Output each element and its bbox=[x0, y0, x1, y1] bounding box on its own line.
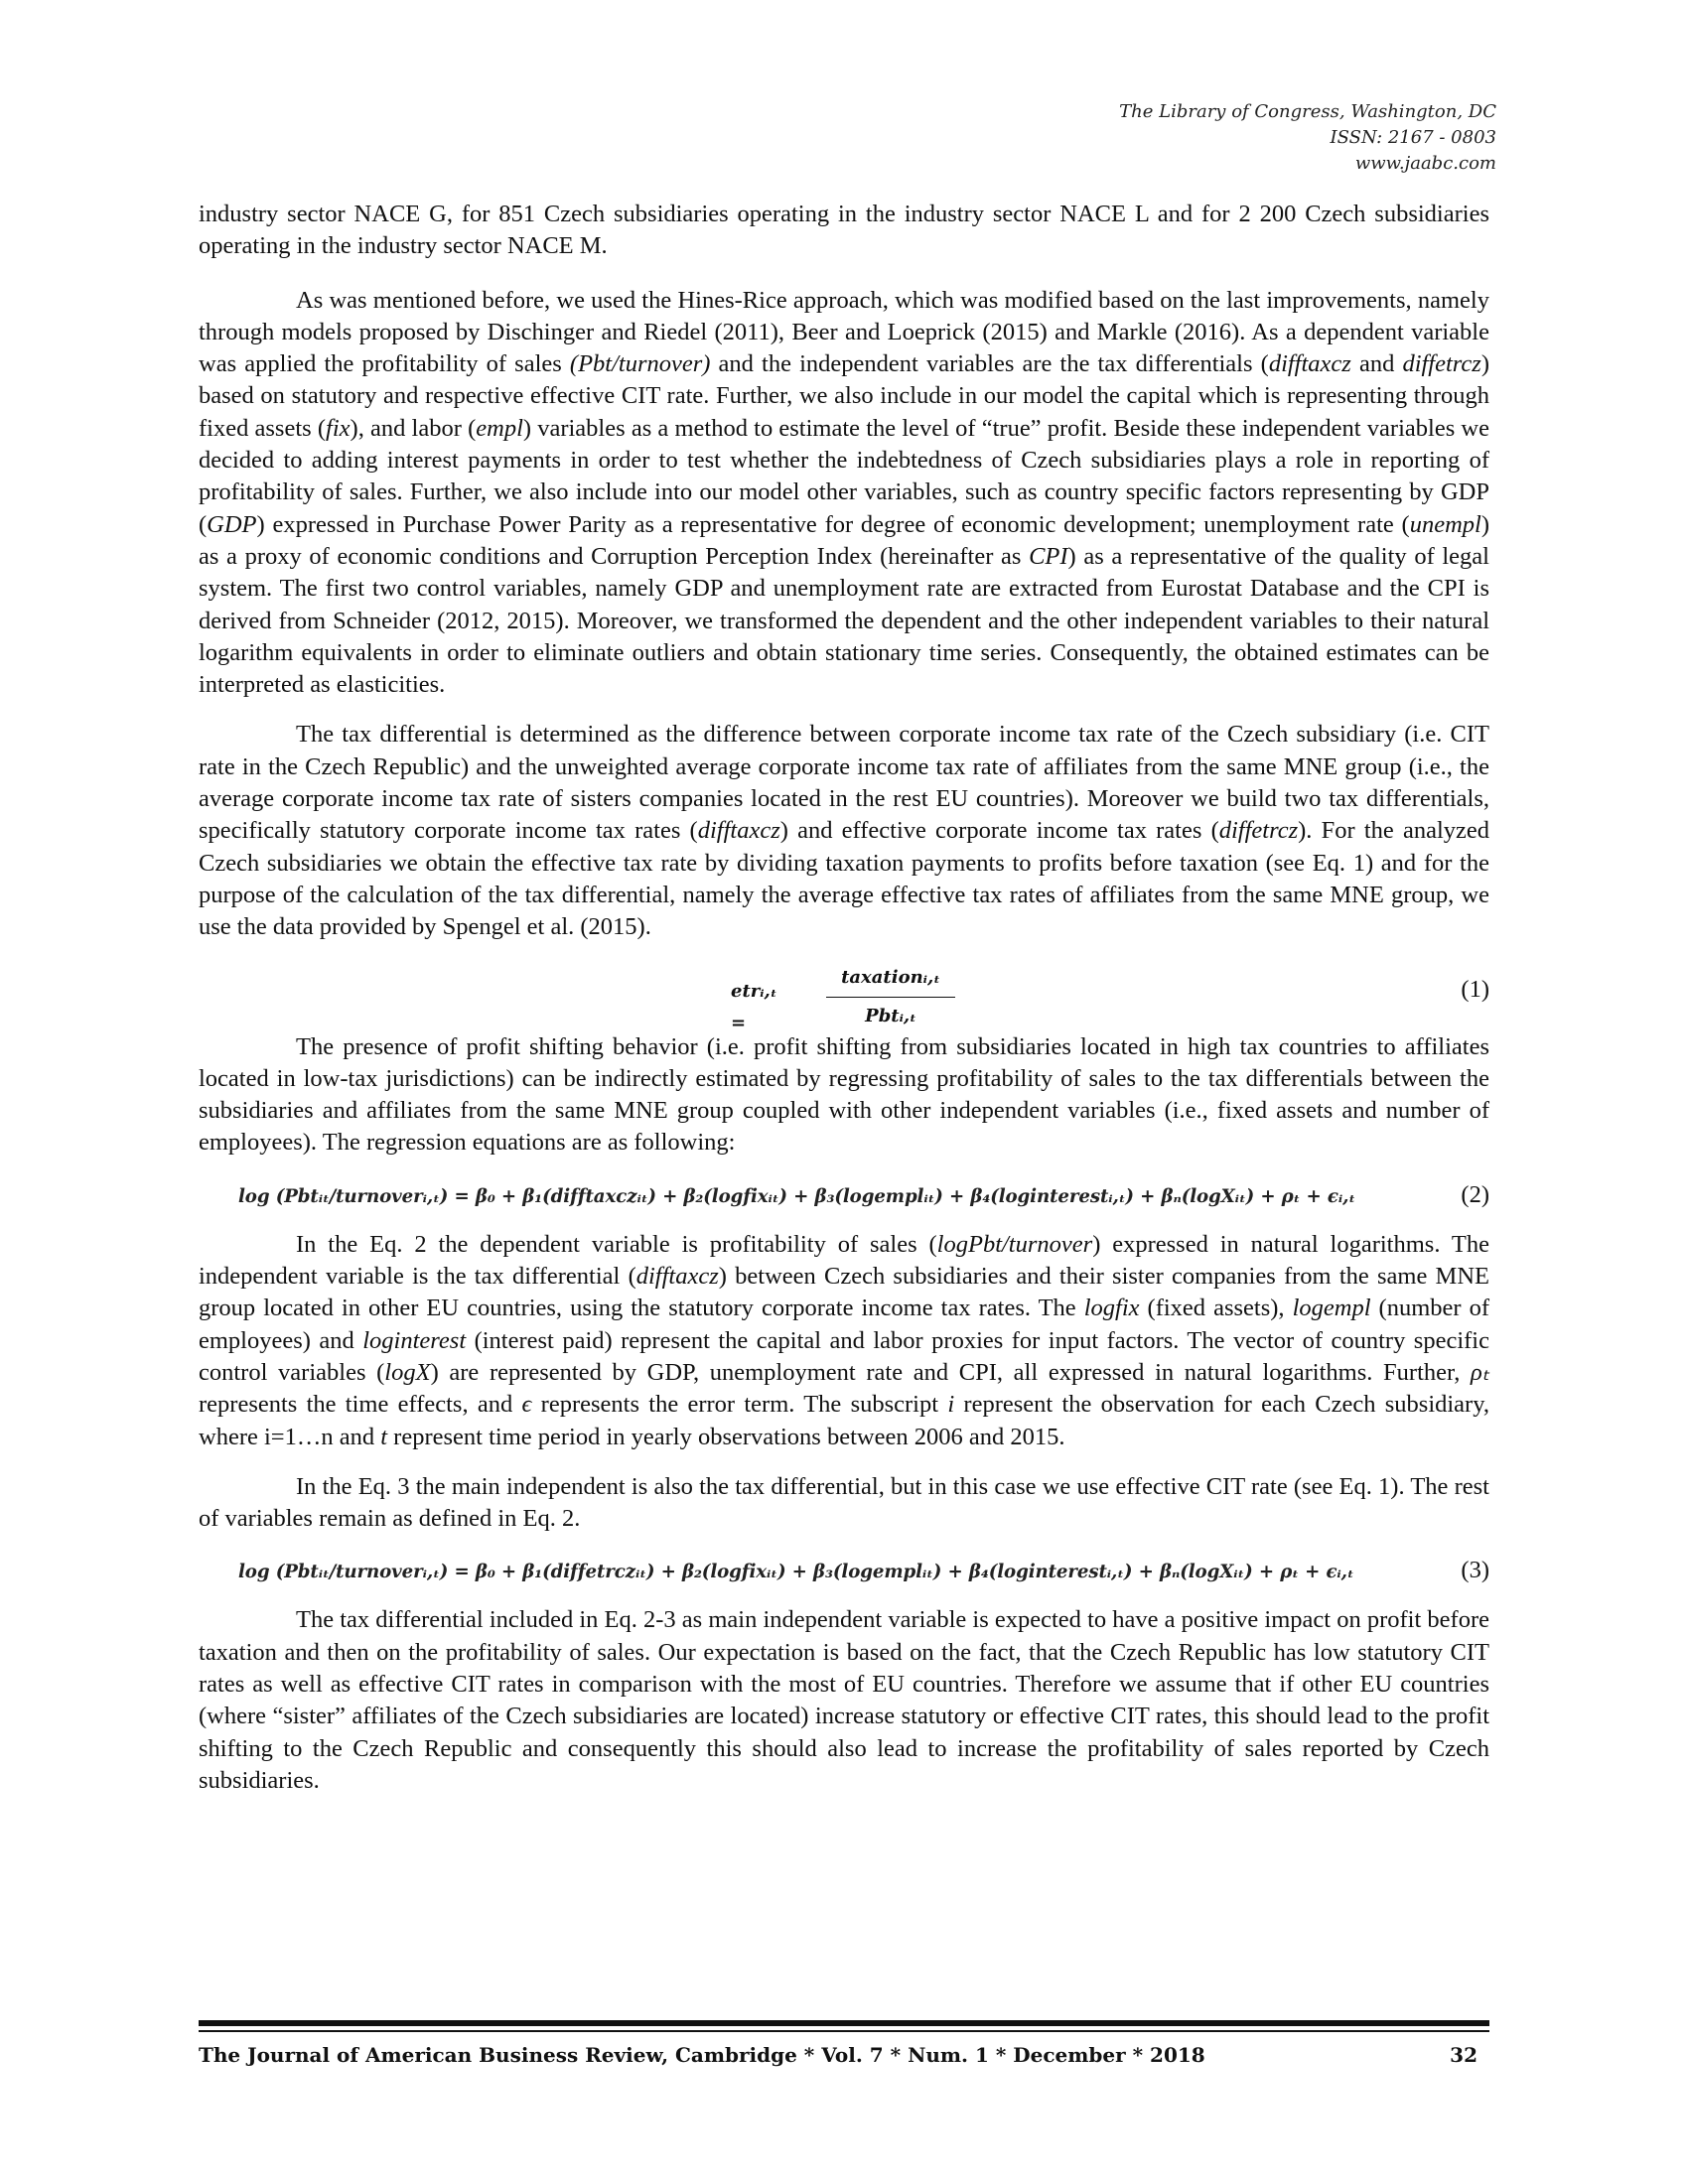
header-website: www.jaabc.com bbox=[1354, 153, 1496, 174]
header-publisher: The Library of Congress, Washington, DC bbox=[1119, 101, 1496, 122]
text-run: and bbox=[1350, 350, 1403, 378]
text-run: represents the time effects, and bbox=[199, 1391, 522, 1419]
text-run: represents the error term. The subscript bbox=[531, 1391, 948, 1419]
footer-rule-thick bbox=[199, 2020, 1489, 2026]
text-run: (interest paid) represent the capital and labor proxies for input factors. The vector of country specific control variables ( bbox=[199, 1326, 1489, 1386]
running-footer bbox=[199, 2043, 1489, 2077]
equation-1-fraction bbox=[826, 962, 955, 1033]
italic-term: ϵ bbox=[521, 1391, 532, 1419]
text-run: (fixed assets), bbox=[1139, 1295, 1293, 1322]
italic-term: empl bbox=[476, 414, 523, 442]
text-run: ) expressed in natural logarithms. The independent variable is the tax differential ( bbox=[199, 1230, 1489, 1291]
text-run: represent time period in yearly observations between 2006 and 2015. bbox=[387, 1423, 1065, 1450]
equation-3-number: (3) bbox=[1461, 1557, 1489, 1584]
paragraph bbox=[199, 285, 1489, 702]
text-run: As was mentioned before, we used the Hines-Rice approach, which was modified based on the last improvements, namely through models proposed by Dischinger and Riedel (2011), Beer and Loeprick (2015) and Markle (2016). As a dependent variable was applied the profitability of sales bbox=[199, 286, 1489, 378]
text-run: ), and labor ( bbox=[350, 414, 477, 442]
italic-term: GDP bbox=[207, 510, 257, 538]
paragraph bbox=[199, 199, 1489, 263]
equation-1-denominator: Pbtᵢ,ₜ bbox=[865, 1005, 916, 1026]
text-run: ) between Czech subsidiaries and their sister companies from the same MNE group located in other EU countries, using the statutory corporate income tax rates. The bbox=[199, 1263, 1489, 1322]
text-run: (number of employees) and bbox=[199, 1295, 1489, 1354]
italic-term: (Pbt/turnover) bbox=[569, 350, 711, 378]
running-header bbox=[1119, 99, 1496, 177]
equation-2-number: (2) bbox=[1461, 1180, 1489, 1208]
equation-1-number: (1) bbox=[1461, 975, 1489, 1003]
header-issn: ISSN: 2167 - 0803 bbox=[1330, 127, 1496, 148]
text-run: and the independent variables are the tax differentials ( bbox=[710, 350, 1269, 378]
paragraph bbox=[199, 1604, 1489, 1797]
text-run: ) as a representative of the quality of legal system. The first two control variables, namely GDP and unemployment rate are extracted from Eurostat Database and the CPI is derived from Schneider (2012, 2015). Moreover, we transformed the dependent and the other independent variables to their natural logarithm equivalents in order to eliminate outliers and obtain stationary time series. Consequently, the obtained estimates can be interpreted as elasticities. bbox=[199, 542, 1489, 699]
footer-journal-info: The Journal of American Business Review, Cambridge * Vol. 7 * Num. 1 * December * 2018 bbox=[199, 2043, 1205, 2067]
paragraph bbox=[199, 719, 1489, 943]
paragraph bbox=[199, 1229, 1489, 1453]
equation-3-formula: log (Pbtᵢₜ/turnoverᵢ,ₜ) = β₀ + β₁(diffetrczᵢₜ) + β₂(logfixᵢₜ) + β₃(logemplᵢₜ) + β₄(loginterestᵢ,ₜ) + βₙ(logXᵢₜ) + ρₜ + ϵᵢ,ₜ bbox=[238, 1562, 1354, 1583]
equation-1-numerator: taxationᵢ,ₜ bbox=[826, 962, 955, 998]
italic-term: diffetrcz bbox=[1218, 817, 1299, 845]
italic-term: ρₜ bbox=[1470, 1358, 1489, 1386]
text-run: ) are represented by GDP, unemployment rate and CPI, all expressed in natural logarithms. Further, bbox=[430, 1358, 1471, 1386]
article-body bbox=[199, 199, 1489, 1815]
italic-term: logPbt/turnover bbox=[936, 1230, 1093, 1258]
equation-1-lhs: etrᵢ,ₜ = bbox=[731, 980, 777, 1033]
text-run: ). For the analyzed Czech subsidiaries we obtain the effective tax rate by dividing taxation payments to profits before taxation (see Eq. 1) and for the purpose of the calculation of the tax differential, namely the average effective tax rates of affiliates from the same MNE group, we use the data provided by Spengel et al. (2015). bbox=[199, 817, 1489, 941]
equation-3 bbox=[199, 1553, 1489, 1590]
text-run: In the Eq. 3 the main independent is also the tax differential, but in this case we use effective CIT rate (see Eq. 1). The rest of variables remain as defined in Eq. 2. bbox=[199, 1472, 1489, 1533]
italic-term: unempl bbox=[1409, 510, 1481, 538]
paragraph bbox=[199, 1031, 1489, 1160]
italic-term: difftaxcz bbox=[1268, 350, 1351, 378]
text-run: represent the observation for each Czech subsidiary, where i=1…n and bbox=[199, 1391, 1490, 1450]
equation-1 bbox=[199, 962, 1489, 1033]
text-run: ) based on statutory and respective effective CIT rate. Further, we also include in our model the capital which is representing through fixed assets ( bbox=[199, 350, 1489, 442]
italic-term: loginterest bbox=[362, 1326, 467, 1354]
page-number: 32 bbox=[1450, 2043, 1477, 2067]
text-run: ) and effective corporate income tax rates ( bbox=[779, 817, 1219, 845]
paragraph bbox=[199, 1471, 1489, 1536]
italic-term: logfix bbox=[1083, 1295, 1140, 1322]
text-run: ) variables as a method to estimate the level of “true” profit. Beside these independent variables we decided to adding interest payments in order to test whether the indebtedness of Czech subsidiaries plays a role in reporting of profitability of sales. Further, we also include into our model other variables, such as country specific factors representing by GDP ( bbox=[199, 414, 1489, 538]
italic-term: logempl bbox=[1292, 1295, 1371, 1322]
text-run: The tax differential is determined as the difference between corporate income tax rate of the Czech subsidiary (i.e. CIT rate in the Czech Republic) and the unweighted average corporate income tax rate of affiliates from the same MNE group (i.e., the average corporate income tax rate of sisters companies located in the rest EU countries). Moreover we build two tax differentials, specifically statutory corporate income tax rates ( bbox=[199, 721, 1489, 845]
text-run: industry sector NACE G, for 851 Czech subsidiaries operating in the industry sector NACE L and for 2 200 Czech subsidiaries operating in the industry sector NACE M. bbox=[199, 201, 1489, 260]
footer-rule-thin bbox=[199, 2030, 1489, 2032]
text-run: The tax differential included in Eq. 2-3 as main independent variable is expected to have a positive impact on profit before taxation and then on the profitability of sales. Our expectation is based on the fact, that the Czech Republic has low statutory CIT rates as well as effective CIT rates in comparison with the most of EU countries. Therefore we assume that if other EU countries (where “sister” affiliates of the Czech subsidiaries are located) increase statutory or effective CIT rates, this should lead to the profit shifting to the Czech Republic and consequently this should also lead to increase the profitability of sales reported by Czech subsidiaries. bbox=[199, 1606, 1489, 1794]
equation-2 bbox=[199, 1177, 1489, 1215]
italic-term: logX bbox=[384, 1358, 431, 1386]
italic-term: difftaxcz bbox=[697, 817, 780, 845]
text-run: ) expressed in Purchase Power Parity as a representative for degree of economic development; unemployment rate ( bbox=[256, 510, 1410, 538]
text-run: The presence of profit shifting behavior (i.e. profit shifting from subsidiaries located in high tax countries to affiliates located in low-tax jurisdictions) can be indirectly estimated by regressing profitability of sales to the tax differentials between the subsidiaries and affiliates from the same MNE group coupled with other independent variables (i.e., fixed assets and number of employees). The regression equations are as following: bbox=[199, 1032, 1489, 1157]
equation-2-formula: log (Pbtᵢₜ/turnoverᵢ,ₜ) = β₀ + β₁(difftaxczᵢₜ) + β₂(logfixᵢₜ) + β₃(logemplᵢₜ) + β₄(loginterestᵢ,ₜ) + βₙ(logXᵢₜ) + ρₜ + ϵᵢ,ₜ bbox=[238, 1185, 1356, 1207]
text-run: In the Eq. 2 the dependent variable is profitability of sales ( bbox=[296, 1230, 937, 1258]
italic-term: diffetrcz bbox=[1402, 350, 1481, 378]
italic-term: fix bbox=[326, 414, 351, 442]
italic-term: difftaxcz bbox=[635, 1263, 719, 1291]
italic-term: CPI bbox=[1029, 542, 1068, 570]
italic-term: t bbox=[380, 1423, 388, 1450]
text-run: ) as a proxy of economic conditions and Corruption Perception Index (hereinafter as bbox=[199, 510, 1489, 570]
italic-term: i bbox=[947, 1391, 955, 1419]
